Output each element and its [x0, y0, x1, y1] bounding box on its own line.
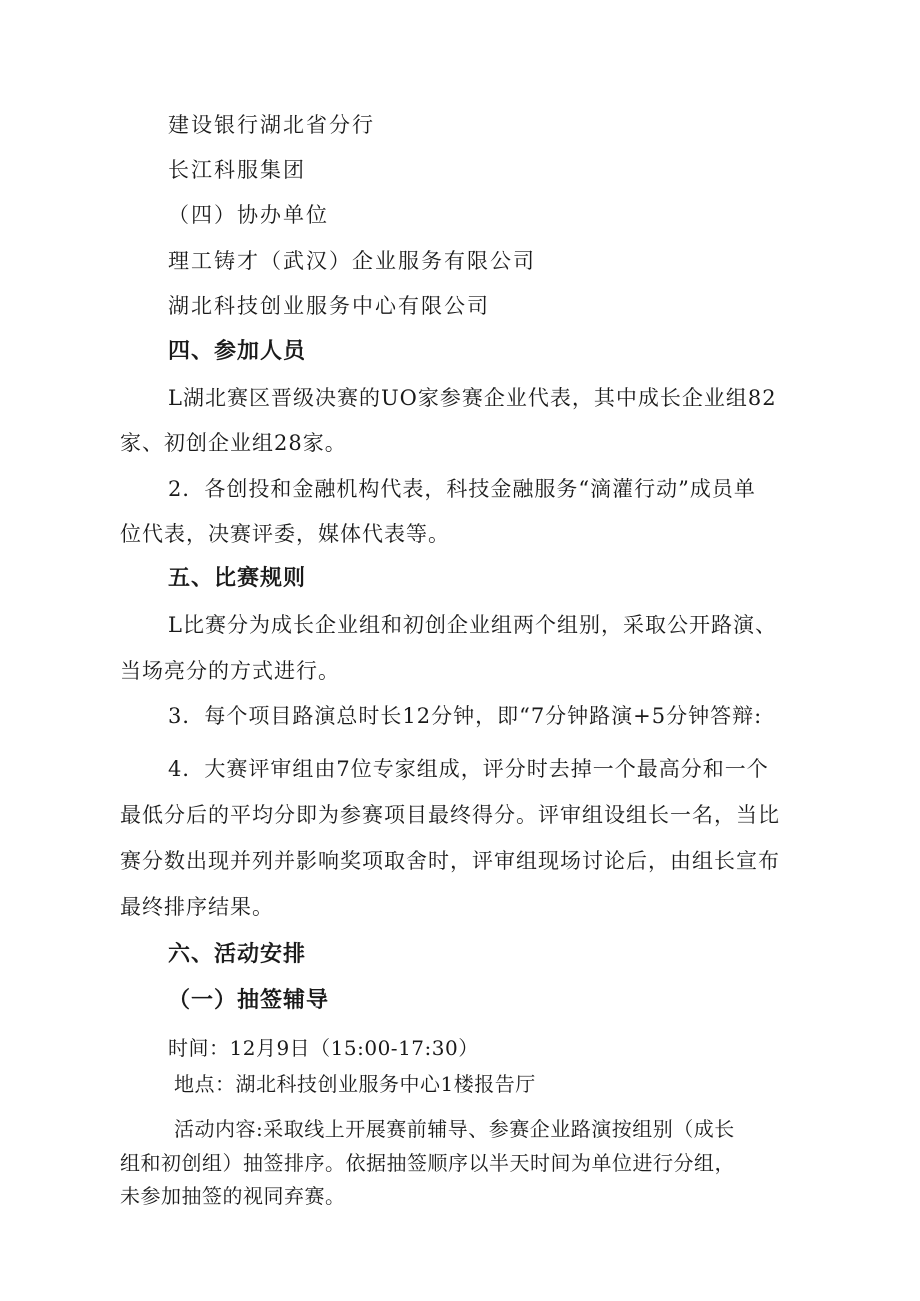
sub-heading-draw-coaching: （一）抽签辅导: [168, 988, 330, 1013]
paragraph-line: 家、初创企业组28家。: [120, 431, 347, 455]
paragraph-line: 最低分后的平均分即为参赛项目最终得分。评审组设组长一名，当比: [120, 803, 780, 827]
organizer-line: 建设银行湖北省分行: [168, 113, 375, 137]
co-organizer-line: 理工铸才（武汉）企业服务有限公司: [168, 249, 536, 273]
paragraph-line: L湖北赛区晋级决赛的UO家参赛企业代表，其中成长企业组82: [168, 386, 777, 410]
schedule-place: 地点：湖北科技创业服务中心1楼报告厅: [174, 1072, 536, 1096]
paragraph-line: 组和初创组）抽签排序。依据抽签顺序以半天时间为单位进行分组，: [120, 1151, 735, 1175]
paragraph-line: 4．大赛评审组由7位专家组成，评分时去掉一个最高分和一个: [168, 757, 769, 781]
paragraph-line: 2．各创投和金融机构代表，科技金融服务“滴灌行动”成员单: [168, 477, 756, 501]
section-heading-rules: 五、比赛规则: [168, 566, 307, 591]
paragraph-line: L比赛分为成长企业组和初创企业组两个组别，采取公开路演、: [168, 613, 777, 637]
paragraph-line: 位代表，决赛评委，媒体代表等。: [120, 522, 450, 546]
schedule-time: 时间：12月9日（15:00-17:30）: [168, 1036, 479, 1060]
section-heading-schedule: 六、活动安排: [168, 942, 307, 967]
paragraph-line: 最终排序结果。: [120, 895, 274, 919]
sub-heading-co-organizers: （四）协办单位: [168, 203, 329, 227]
paragraph-line: 活动内容:采取线上开展赛前辅导、参赛企业路演按组别（成长: [174, 1117, 735, 1141]
co-organizer-line: 湖北科技创业服务中心有限公司: [168, 294, 490, 318]
section-heading-participants: 四、参加人员: [168, 339, 307, 364]
paragraph-line: 赛分数出现并列并影响奖项取舍时，评审组现场讨论后，由组长宣布: [120, 849, 780, 873]
organizer-line: 长江科服集团: [168, 158, 306, 182]
paragraph-line: 3．每个项目路演总时长12分钟，即“7分钟路演+5分钟答辩:: [168, 704, 763, 728]
paragraph-line: 当场亮分的方式进行。: [120, 659, 340, 683]
paragraph-line: 未参加抽签的视同弃赛。: [120, 1184, 346, 1208]
